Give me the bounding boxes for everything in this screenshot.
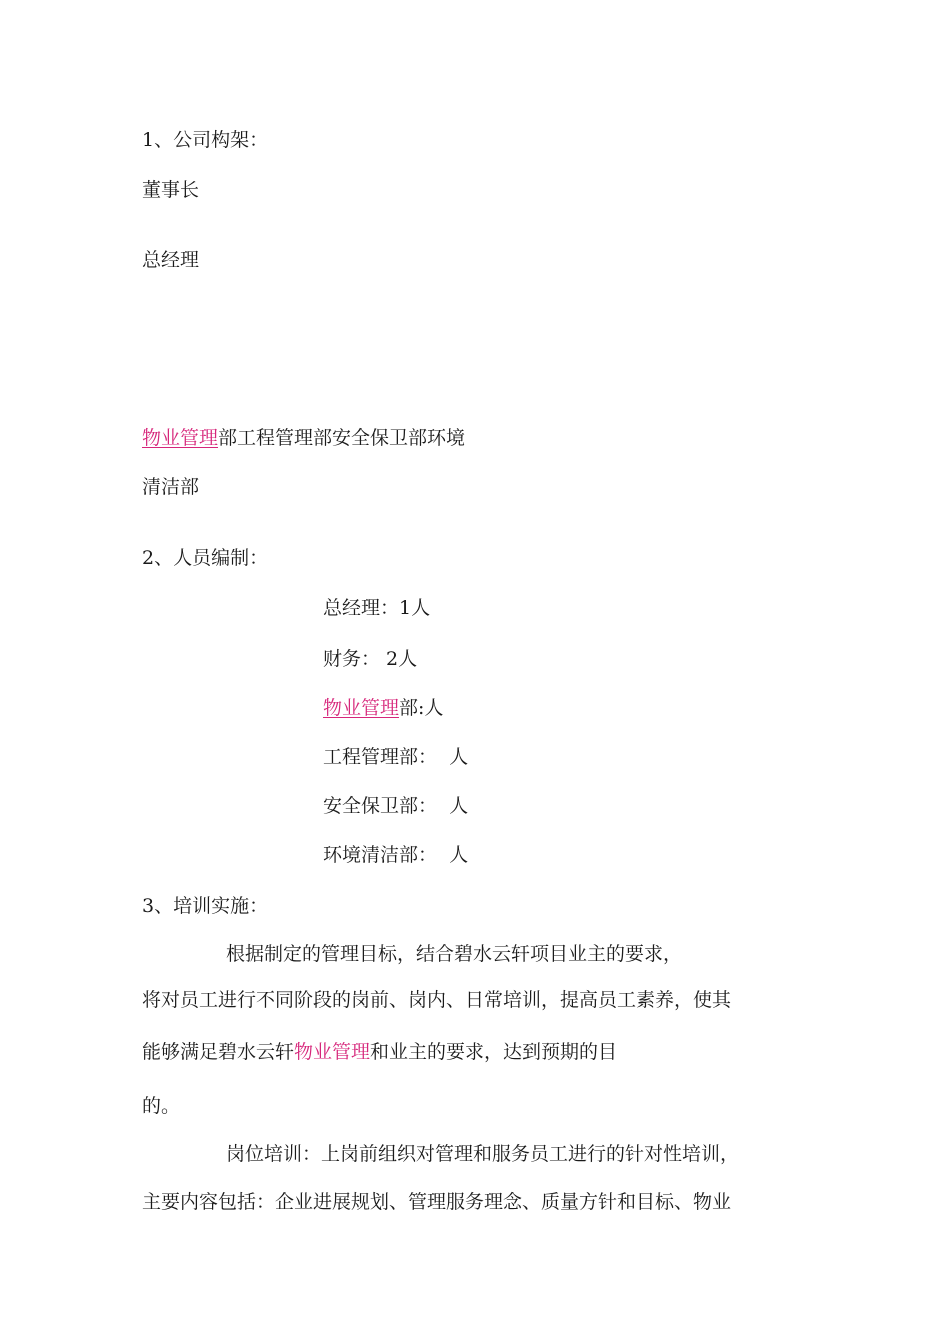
departments-text: 部工程管理部安全保卫部环境 — [218, 427, 466, 449]
property-management-link[interactable]: 物业管理 — [142, 427, 219, 449]
staff-item-engineering: 工程管理部： 人 — [323, 746, 469, 768]
org-general-manager: 总经理 — [142, 249, 200, 271]
section3-heading: 3、培训实施： — [142, 895, 269, 917]
staff-item-property — [323, 699, 443, 718]
org-departments-line — [142, 429, 465, 448]
training-para2-line1: 岗位培训：上岗前组织对管理和服务员工进行的针对性培训， — [226, 1143, 740, 1165]
property-management-link[interactable]: 物业管理 — [323, 697, 400, 719]
org-chairman: 董事长 — [142, 179, 200, 201]
staff-item-property-rest: 部:人 — [399, 697, 444, 719]
staff-item-cleaning: 环境清洁部： 人 — [323, 844, 469, 866]
org-departments-line-2: 清洁部 — [142, 476, 200, 498]
section2-heading: 2、人员编制： — [142, 547, 269, 569]
training-para1-line4: 的。 — [142, 1095, 181, 1117]
training-para2-line2: 主要内容包括：企业进展规划、管理服务理念、质量方针和目标、物业 — [142, 1191, 732, 1213]
training-para1-line2: 将对员工进行不同阶段的岗前、岗内、日常培训，提高员工素养，使其 — [142, 989, 732, 1011]
training-para1-line1: 根据制定的管理目标，结合碧水云轩项目业主的要求， — [226, 943, 683, 965]
para1-line3-post: 和业主的要求，达到预期的目 — [370, 1041, 618, 1063]
para1-line3-pre: 能够满足碧水云轩 — [142, 1041, 295, 1063]
property-management-highlight[interactable]: 物业管理 — [294, 1041, 371, 1063]
section1-heading: 1、公司构架： — [142, 129, 269, 151]
staff-item-gm: 总经理：1人 — [323, 597, 431, 619]
staff-item-security: 安全保卫部： 人 — [323, 795, 469, 817]
staff-item-finance: 财务： 2人 — [323, 648, 418, 670]
training-para1-line3 — [142, 1043, 617, 1062]
